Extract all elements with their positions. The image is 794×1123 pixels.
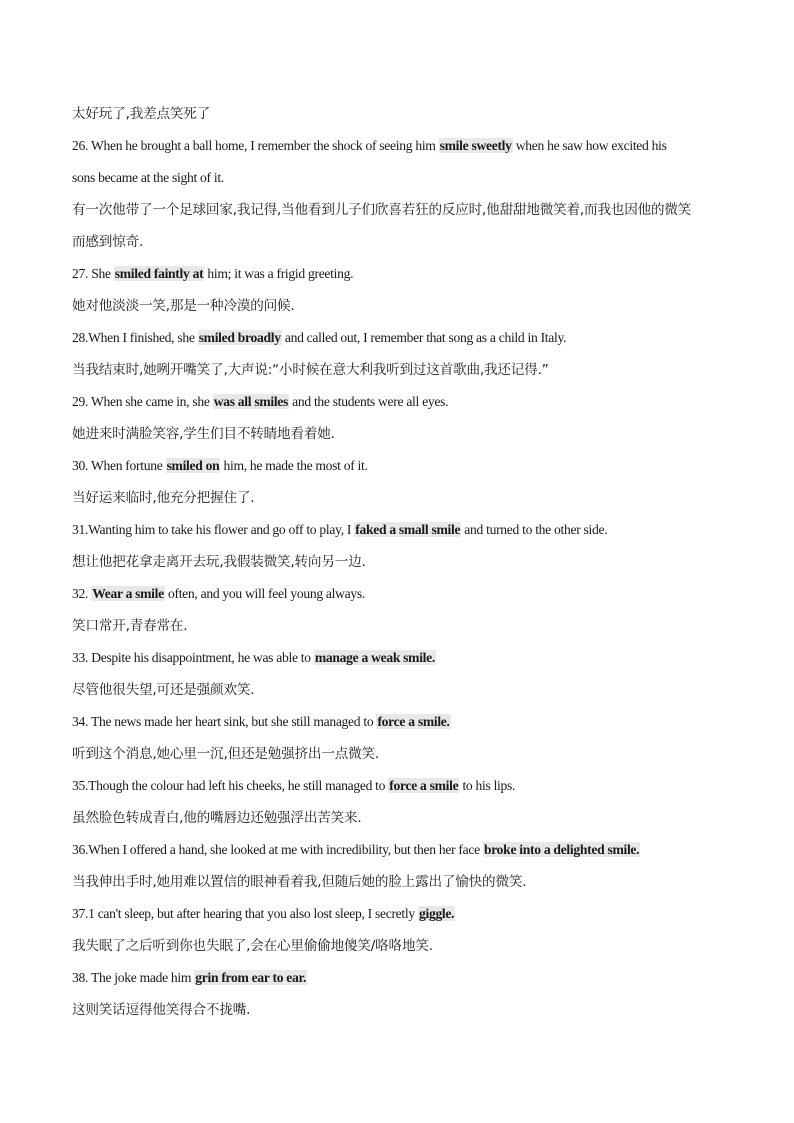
text-segment: 27. She (72, 266, 114, 281)
text-segment: 38. The joke made him (72, 970, 195, 985)
text-segment: him; it was a frigid greeting. (204, 266, 354, 281)
highlighted-phrase: force a smile (389, 778, 459, 793)
english-sentence-line (72, 130, 732, 162)
chinese-translation-line (72, 930, 732, 962)
text-segment: 听到这个消息,她心里一沉,但还是勉强挤出一点微笑. (72, 746, 380, 762)
text-segment: 虽然脸色转成青白,他的嘴唇边还勉强浮出苦笑来. (72, 810, 362, 826)
text-segment: 这则笑话逗得他笑得合不拢嘴. (72, 1002, 251, 1018)
english-sentence-line (72, 834, 732, 866)
chinese-translation-line (72, 994, 732, 1026)
text-segment: 32. (72, 586, 92, 601)
chinese-translation-line (72, 866, 732, 898)
chinese-translation-line (72, 610, 732, 642)
english-sentence-line (72, 578, 732, 610)
highlighted-phrase: was all smiles (213, 394, 289, 409)
text-segment: 36.When I offered a hand, she looked at me with incredibility, but then her face (72, 842, 483, 857)
highlighted-phrase: Wear a smile (92, 586, 164, 601)
chinese-translation-line (72, 482, 732, 514)
english-sentence-line (72, 162, 732, 194)
document-page (72, 98, 732, 1026)
text-segment: 她对他淡淡一笑,那是一种冷漠的问候. (72, 298, 295, 314)
text-segment: 而感到惊奇. (72, 234, 144, 250)
chinese-translation-line (72, 354, 732, 386)
text-segment: 当我伸出手时,她用难以置信的眼神看着我,但随后她的脸上露出了愉快的微笑. (72, 874, 527, 890)
text-segment: when he saw how excited his (512, 138, 667, 153)
text-segment: 33. Despite his disappointment, he was able to (72, 650, 314, 665)
chinese-translation-line (72, 738, 732, 770)
english-sentence-line (72, 450, 732, 482)
english-sentence-line (72, 258, 732, 290)
highlighted-phrase: manage a weak smile. (314, 650, 435, 665)
english-sentence-line (72, 386, 732, 418)
text-segment: 笑口常开,青春常在. (72, 618, 188, 634)
chinese-translation-line (72, 98, 732, 130)
text-segment: 当我结束时,她咧开嘴笑了,大声说:“小时候在意大利我听到过这首歌曲,我还记得.” (72, 362, 549, 378)
highlighted-phrase: smile sweetly (439, 138, 512, 153)
text-segment: 有一次他带了一个足球回家,我记得,当他看到儿子们欣喜若狂的反应时,他甜甜地微笑着,而我也因他的微笑 (72, 202, 692, 218)
english-sentence-line (72, 706, 732, 738)
highlighted-phrase: smiled faintly at (114, 266, 204, 281)
text-segment: 31.Wanting him to take his flower and go off to play, I (72, 522, 355, 537)
text-segment: 26. When he brought a ball home, I remember the shock of seeing him (72, 138, 439, 153)
document-body (72, 98, 732, 1026)
chinese-translation-line (72, 194, 732, 226)
text-segment: 34. The news made her heart sink, but she still managed to (72, 714, 377, 729)
text-segment: and turned to the other side. (461, 522, 608, 537)
chinese-translation-line (72, 290, 732, 322)
english-sentence-line (72, 322, 732, 354)
chinese-translation-line (72, 226, 732, 258)
chinese-translation-line (72, 802, 732, 834)
text-segment: him, he made the most of it. (220, 458, 368, 473)
highlighted-phrase: faked a small smile (355, 522, 461, 537)
text-segment: 她进来时满脸笑容,学生们目不转睛地看着她. (72, 426, 335, 442)
text-segment: 30. When fortune (72, 458, 166, 473)
english-sentence-line (72, 898, 732, 930)
text-segment: 尽管他很失望,可还是强颜欢笑. (72, 682, 255, 698)
text-segment: and the students were all eyes. (289, 394, 449, 409)
english-sentence-line (72, 962, 732, 994)
highlighted-phrase: giggle. (418, 906, 455, 921)
english-sentence-line (72, 514, 732, 546)
text-segment: 28.When I finished, she (72, 330, 198, 345)
text-segment: 太好玩了,我差点笑死了 (72, 106, 211, 122)
chinese-translation-line (72, 546, 732, 578)
english-sentence-line (72, 642, 732, 674)
text-segment: 当好运来临时,他充分把握住了. (72, 490, 255, 506)
text-segment: 29. When she came in, she (72, 394, 213, 409)
chinese-translation-line (72, 418, 732, 450)
chinese-translation-line (72, 674, 732, 706)
text-segment: and called out, I remember that song as a child in Italy. (281, 330, 567, 345)
highlighted-phrase: broke into a delighted smile. (483, 842, 640, 857)
text-segment: 我失眠了之后听到你也失眠了,会在心里偷偷地傻笑/咯咯地笑. (72, 938, 433, 954)
text-segment: 37.1 can't sleep, but after hearing that you also lost sleep, I secretly (72, 906, 418, 921)
text-segment: 想让他把花拿走离开去玩,我假装微笑,转向另一边. (72, 554, 366, 570)
highlighted-phrase: smiled on (166, 458, 220, 473)
highlighted-phrase: grin from ear to ear. (195, 970, 307, 985)
text-segment: to his lips. (459, 778, 516, 793)
highlighted-phrase: force a smile. (377, 714, 450, 729)
text-segment: sons became at the sight of it. (72, 170, 224, 185)
text-segment: often, and you will feel young always. (164, 586, 365, 601)
text-segment: 35.Though the colour had left his cheeks, he still managed to (72, 778, 389, 793)
english-sentence-line (72, 770, 732, 802)
highlighted-phrase: smiled broadly (198, 330, 281, 345)
